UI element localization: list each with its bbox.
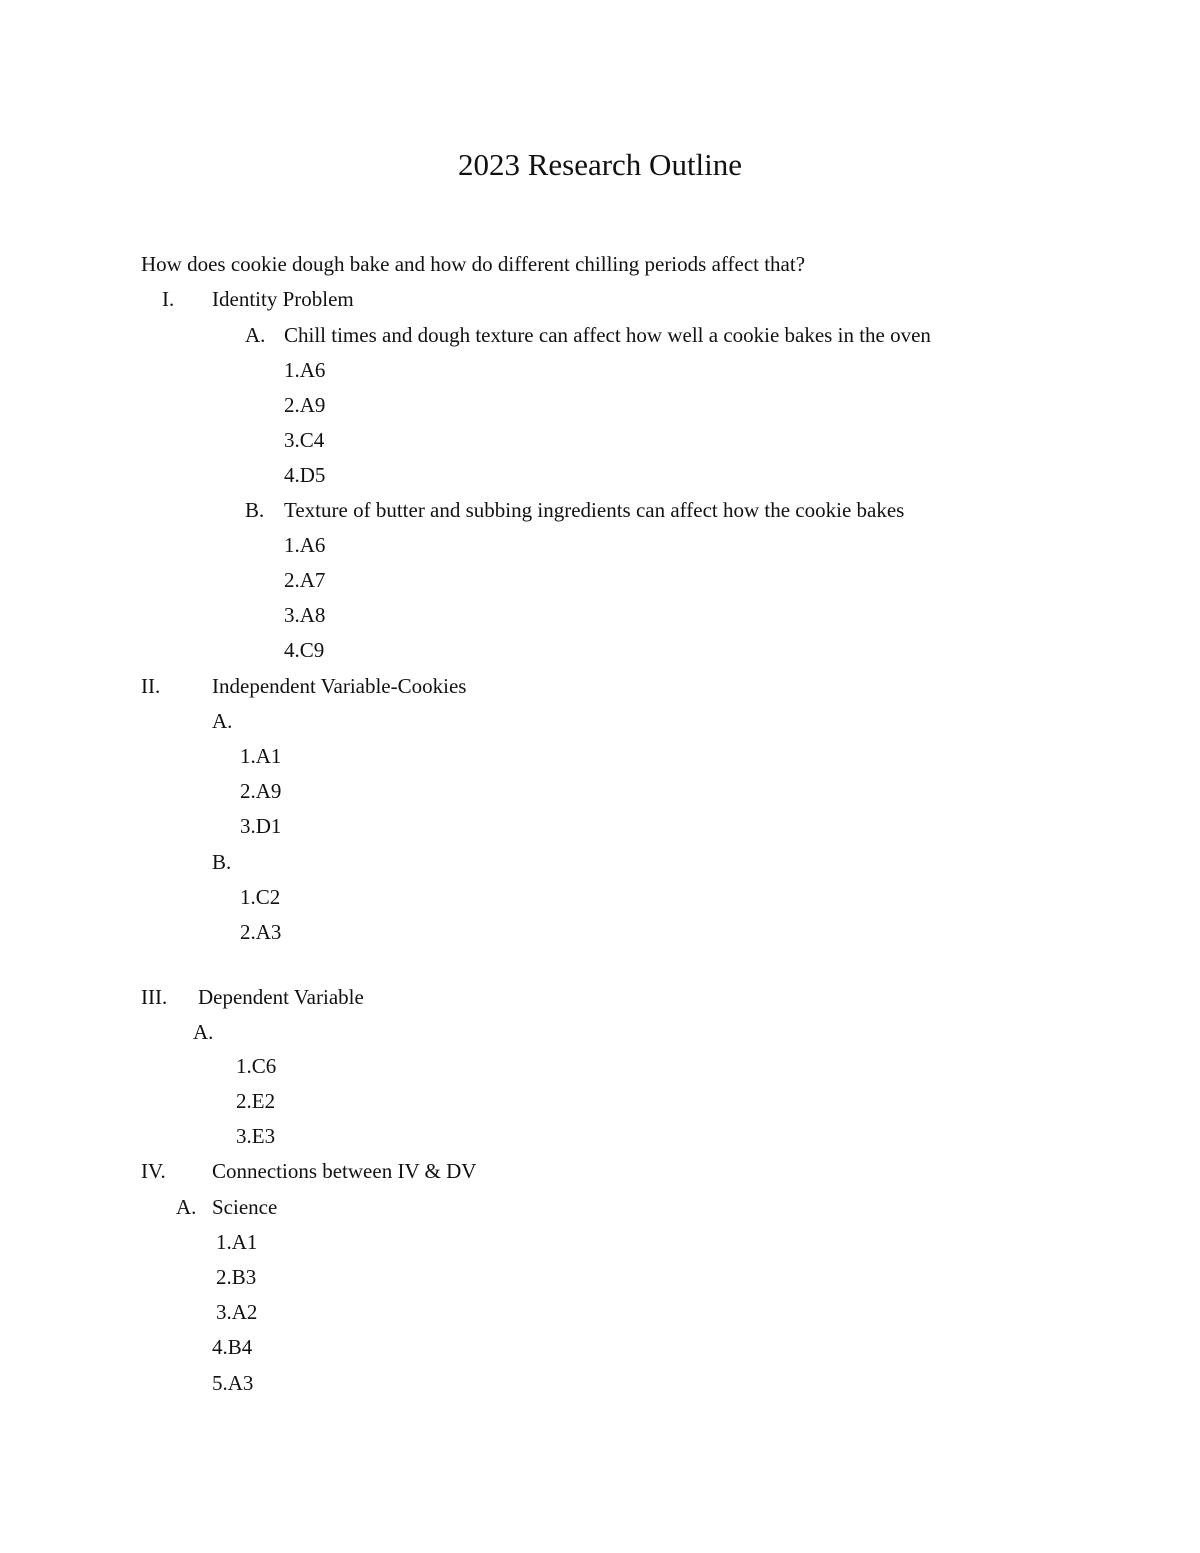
list-item: 2.E2 — [236, 1089, 276, 1113]
subsection-letter: B. — [245, 498, 265, 522]
subsection-letter: A. — [193, 1020, 214, 1044]
section-heading: Dependent Variable — [198, 985, 364, 1009]
subsection-letter: B. — [212, 850, 232, 874]
list-item: 1.A6 — [284, 533, 326, 557]
list-item: 3.C4 — [284, 428, 325, 452]
list-item: 2.A9 — [284, 393, 326, 417]
list-item: 2.A3 — [240, 920, 282, 944]
subsection-text: Chill times and dough texture can affect how well a cookie bakes in the oven — [284, 323, 931, 347]
subsection-text: Science — [212, 1195, 278, 1219]
section-heading: Identity Problem — [212, 287, 354, 311]
section-heading: Independent Variable-Cookies — [212, 674, 467, 698]
research-question: How does cookie dough bake and how do different chilling periods affect that? — [141, 252, 806, 276]
list-item: 2.A7 — [284, 568, 326, 592]
subsection-letter: A. — [245, 323, 266, 347]
list-item: 1.C6 — [236, 1054, 277, 1078]
list-item: 3.A8 — [284, 603, 326, 627]
list-item: 3.D1 — [240, 814, 282, 838]
subsection-letter: A. — [176, 1195, 197, 1219]
subsection-text: Texture of butter and subbing ingredients can affect how the cookie bakes — [284, 498, 905, 522]
section-numeral: III. — [141, 985, 168, 1009]
document-title: 2023 Research Outline — [457, 147, 743, 182]
list-item: 1.C2 — [240, 885, 281, 909]
list-item: 2.A9 — [240, 779, 282, 803]
list-item: 1.A6 — [284, 358, 326, 382]
list-item: 1.A1 — [240, 744, 282, 768]
section-numeral: I. — [162, 287, 175, 311]
list-item: 3.A2 — [216, 1300, 258, 1324]
section-numeral: II. — [141, 674, 161, 698]
section-numeral: IV. — [141, 1159, 166, 1183]
list-item: 1.A1 — [216, 1230, 258, 1254]
list-item: 3.E3 — [236, 1124, 276, 1148]
list-item: 2.B3 — [216, 1265, 257, 1289]
subsection-letter: A. — [212, 709, 233, 733]
section-heading: Connections between IV & DV — [212, 1159, 477, 1183]
list-item: 4.C9 — [284, 638, 325, 662]
list-item: 4.D5 — [284, 463, 326, 487]
list-item: 4.B4 — [212, 1335, 253, 1359]
list-item: 5.A3 — [212, 1371, 254, 1395]
